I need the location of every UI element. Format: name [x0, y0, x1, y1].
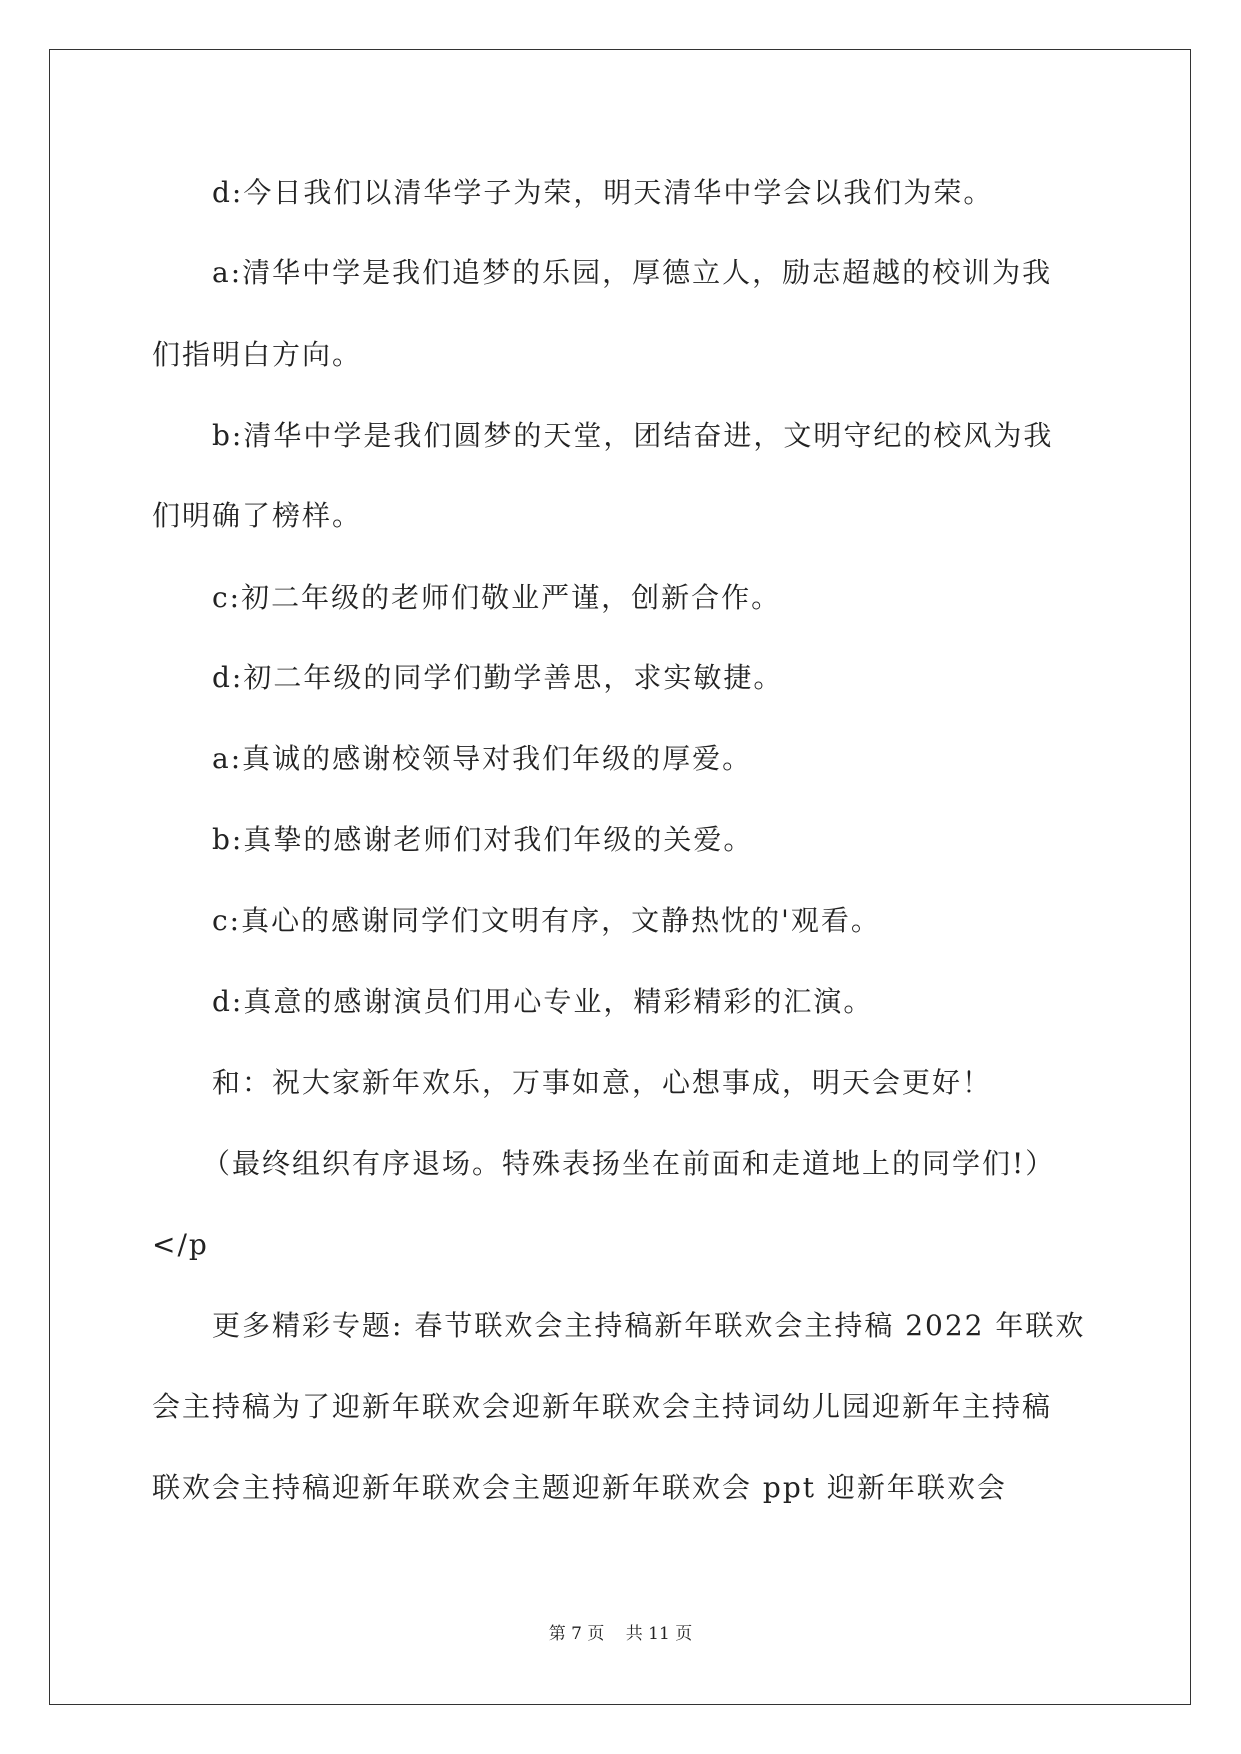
paragraph-line: c:初二年级的老师们敬业严谨，创新合作。	[212, 581, 782, 614]
paragraph-line: （最终组织有序退场。特殊表扬坐在前面和走道地上的同学们!）	[202, 1147, 1056, 1180]
paragraph-line: d:初二年级的同学们勤学善思，求实敏捷。	[212, 661, 784, 694]
paragraph-line: a:清华中学是我们追梦的乐园，厚德立人，励志超越的校训为我	[212, 256, 1053, 289]
paragraph-line: a:真诚的感谢校领导对我们年级的厚爱。	[212, 742, 753, 775]
paragraph-line: </p	[152, 1228, 209, 1261]
paragraph-line: b:清华中学是我们圆梦的天堂，团结奋进，文明守纪的校风为我	[212, 419, 1054, 452]
page-border	[49, 49, 1191, 1705]
paragraph-line: 会主持稿为了迎新年联欢会迎新年联欢会主持词幼儿园迎新年主持稿	[152, 1390, 1053, 1423]
paragraph-line: 和：祝大家新年欢乐，万事如意，心想事成，明天会更好！	[212, 1066, 993, 1099]
page-number: 第 7 页	[548, 1624, 605, 1644]
paragraph-line: d:真意的感谢演员们用心专业，精彩精彩的汇演。	[212, 985, 874, 1018]
paragraph-line: d:今日我们以清华学子为荣，明天清华中学会以我们为荣。	[212, 176, 994, 209]
paragraph-line: c:真心的感谢同学们文明有序，文静热忱的'观看。	[212, 904, 881, 937]
paragraph-line: b:真挚的感谢老师们对我们年级的关爱。	[212, 823, 754, 856]
paragraph-line: 联欢会主持稿迎新年联欢会主题迎新年联欢会 ppt 迎新年联欢会	[152, 1471, 1007, 1504]
paragraph-line: 们明确了榜样。	[152, 499, 363, 532]
page-total: 共 11 页	[625, 1624, 693, 1644]
paragraph-line: 们指明白方向。	[152, 338, 363, 371]
paragraph-line: 更多精彩专题: 春节联欢会主持稿新年联欢会主持稿 2022 年联欢	[212, 1309, 1086, 1342]
page-footer	[0, 1619, 1241, 1644]
